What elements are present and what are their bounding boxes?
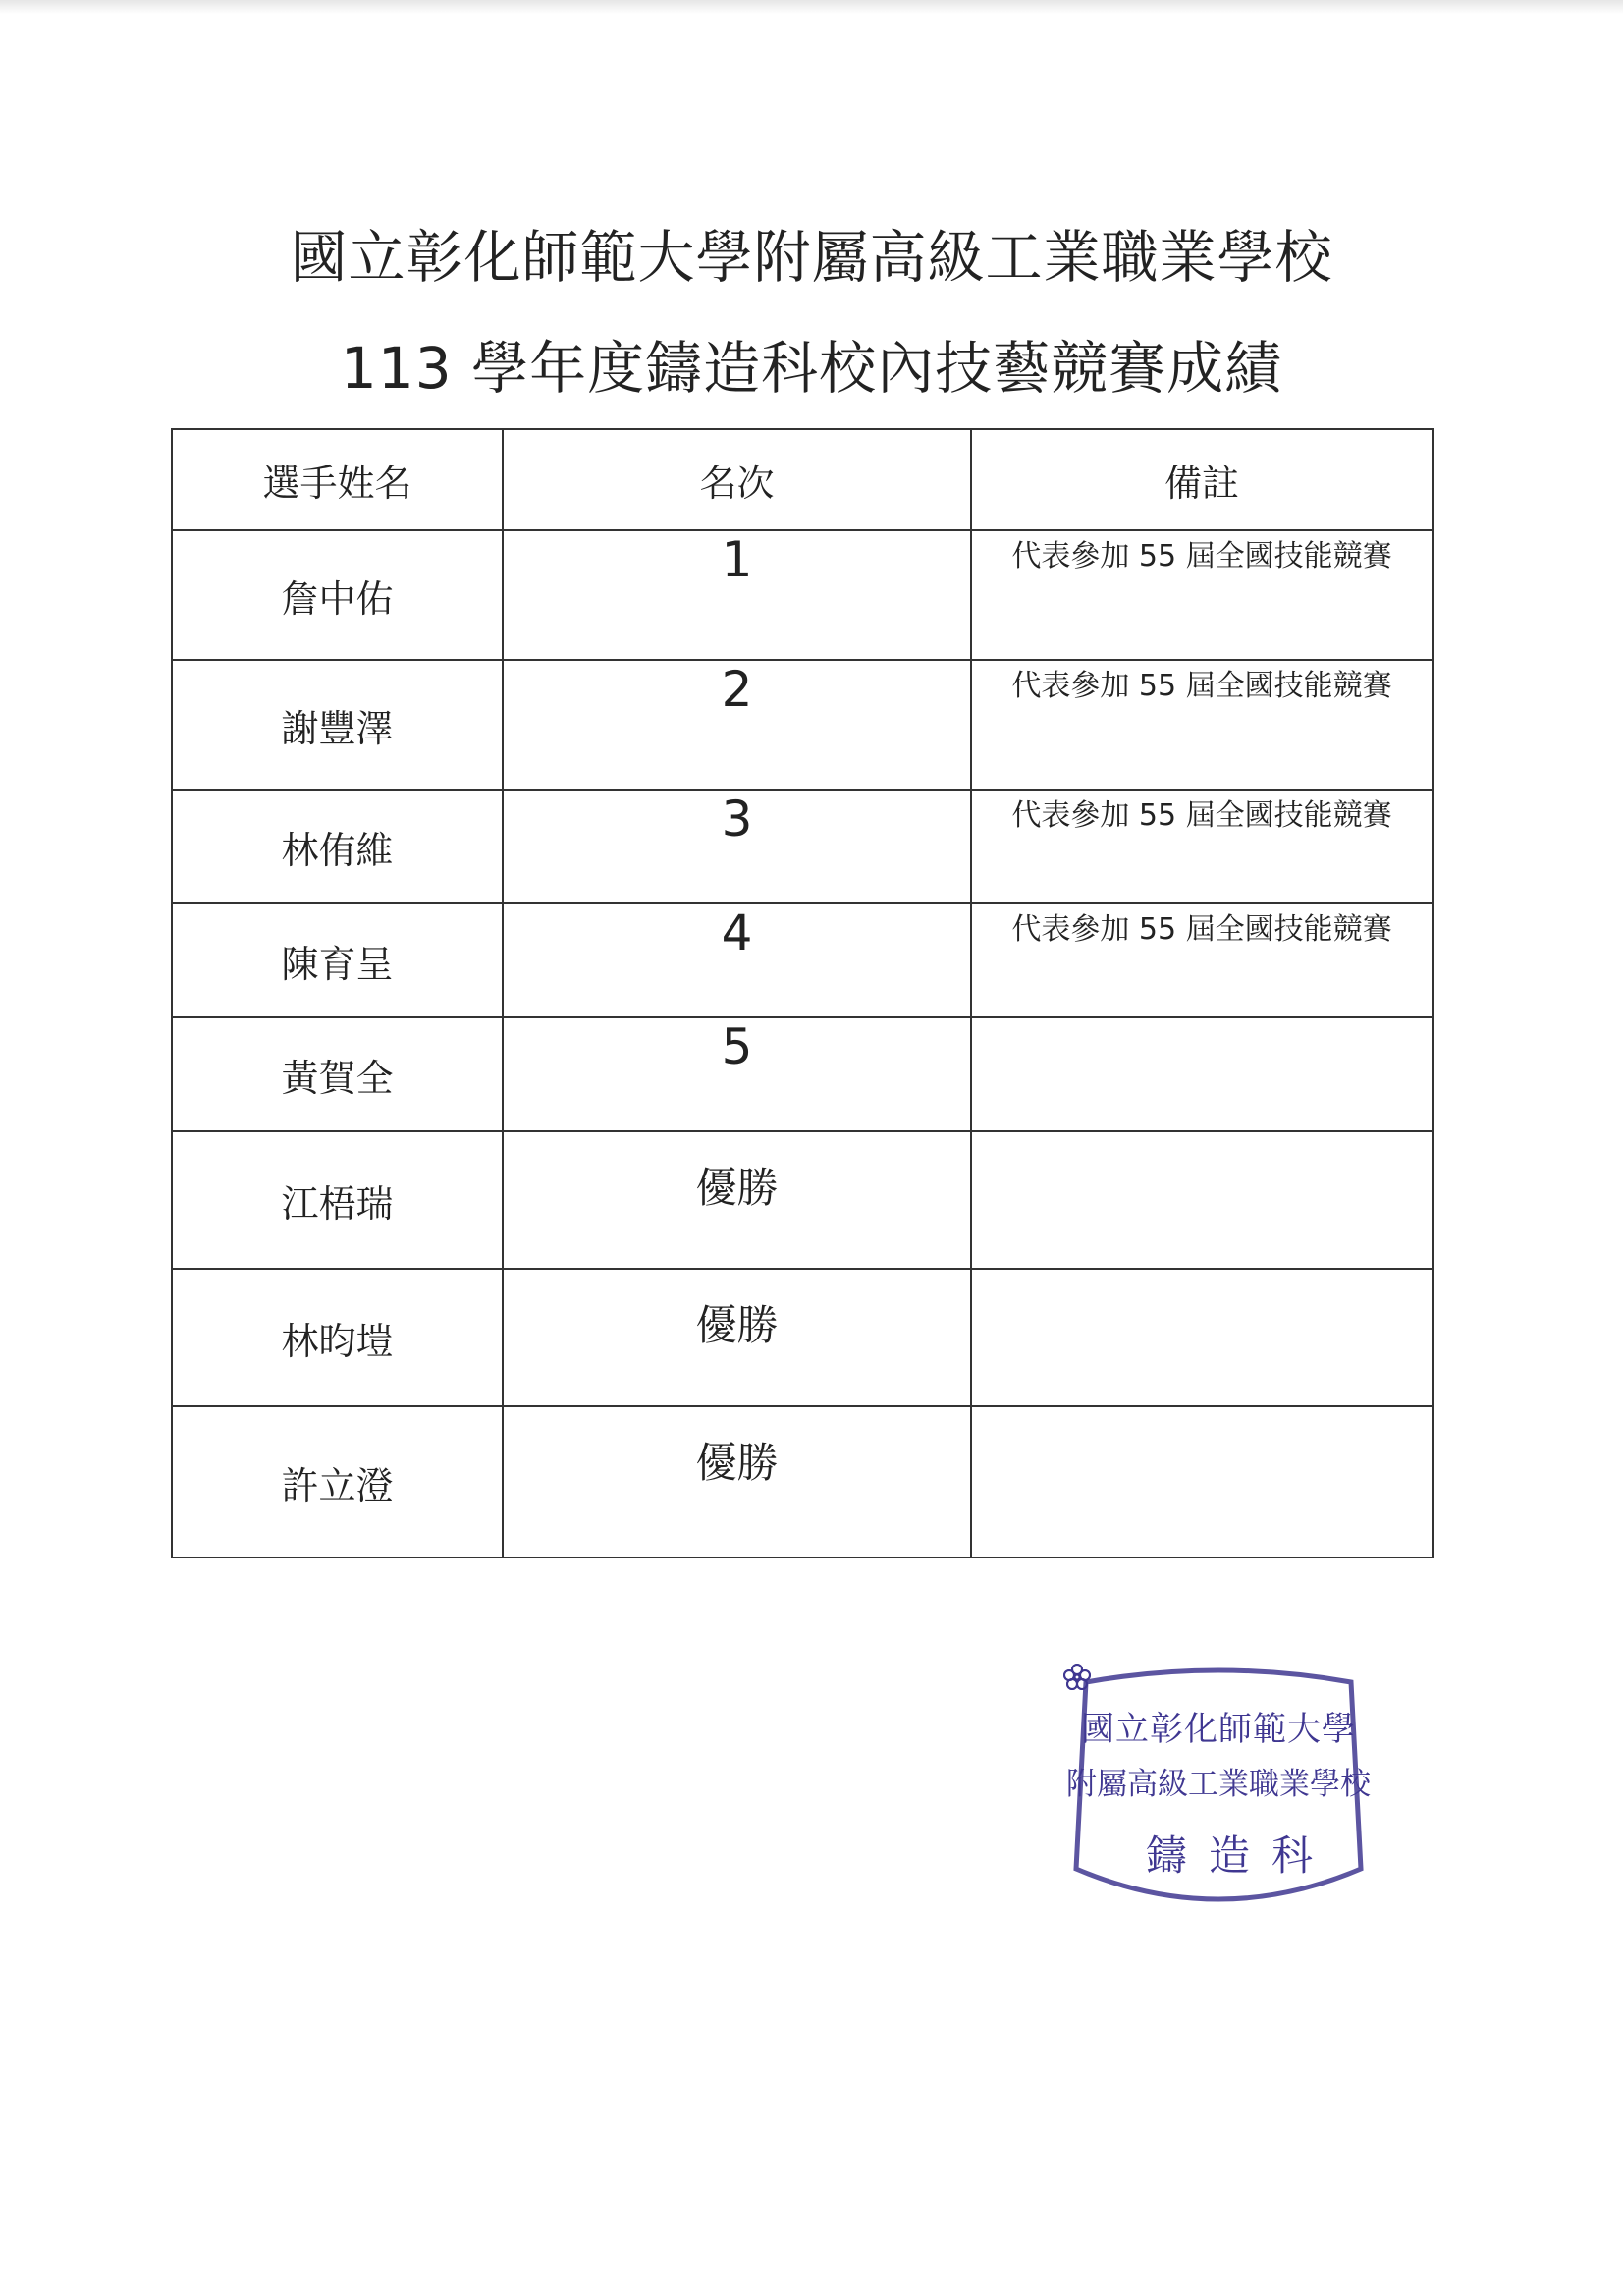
- plum-blossom-icon: [1062, 1663, 1092, 1692]
- contestant-note: [971, 1017, 1433, 1131]
- column-header-name: 選手姓名: [172, 429, 503, 530]
- table-row: [172, 1131, 1433, 1269]
- contestant-rank: 優勝: [503, 1269, 971, 1406]
- scan-edge-shadow: [0, 0, 1623, 14]
- contestant-note: 代表參加 55 屆全國技能競賽: [971, 903, 1433, 1017]
- contestant-note: [971, 1131, 1433, 1269]
- contestant-rank: 3: [503, 790, 971, 903]
- contestant-rank: 2: [503, 660, 971, 790]
- table-row: [172, 660, 1433, 790]
- contestant-name: 謝豐澤: [172, 660, 503, 790]
- contestant-rank: 1: [503, 530, 971, 660]
- contestant-name: 許立澄: [172, 1406, 503, 1558]
- table-row: [172, 1406, 1433, 1558]
- contestant-rank: 優勝: [503, 1131, 971, 1269]
- contestant-rank: 優勝: [503, 1406, 971, 1558]
- contestant-name: 陳育呈: [172, 903, 503, 1017]
- contestant-note: 代表參加 55 屆全國技能競賽: [971, 530, 1433, 660]
- seal-line-department: 鑄造科: [1145, 1831, 1334, 1880]
- contestant-name: 黃賀全: [172, 1017, 503, 1131]
- seal-line-university: 國立彰化師範大學: [1081, 1710, 1356, 1749]
- contestant-note: 代表參加 55 屆全國技能競賽: [971, 790, 1433, 903]
- results-table: [171, 428, 1434, 1558]
- column-header-rank: 名次: [503, 429, 971, 530]
- table-header-row: [172, 429, 1433, 530]
- school-name: 國立彰化師範大學附屬高級工業職業學校: [290, 224, 1333, 291]
- seal-line-school: 附屬高級工業職業學校: [1066, 1767, 1371, 1802]
- contestant-name: 林昀塏: [172, 1269, 503, 1406]
- contestant-name: 詹中佑: [172, 530, 503, 660]
- table-row: [172, 903, 1433, 1017]
- table-row: [172, 790, 1433, 903]
- contestant-name: 林侑維: [172, 790, 503, 903]
- table-row: [172, 1269, 1433, 1406]
- contestant-note: 代表參加 55 屆全國技能競賽: [971, 660, 1433, 790]
- column-header-note: 備註: [971, 429, 1433, 530]
- contestant-note: [971, 1406, 1433, 1558]
- contestant-rank: 5: [503, 1017, 971, 1131]
- contestant-rank: 4: [503, 903, 971, 1017]
- table-row: [172, 1017, 1433, 1131]
- contestant-name: 江梧瑞: [172, 1131, 503, 1269]
- table-row: [172, 530, 1433, 660]
- department-seal: [1062, 1663, 1375, 1920]
- contestant-note: [971, 1269, 1433, 1406]
- document-title: 113 學年度鑄造科校內技藝競賽成績: [340, 335, 1283, 402]
